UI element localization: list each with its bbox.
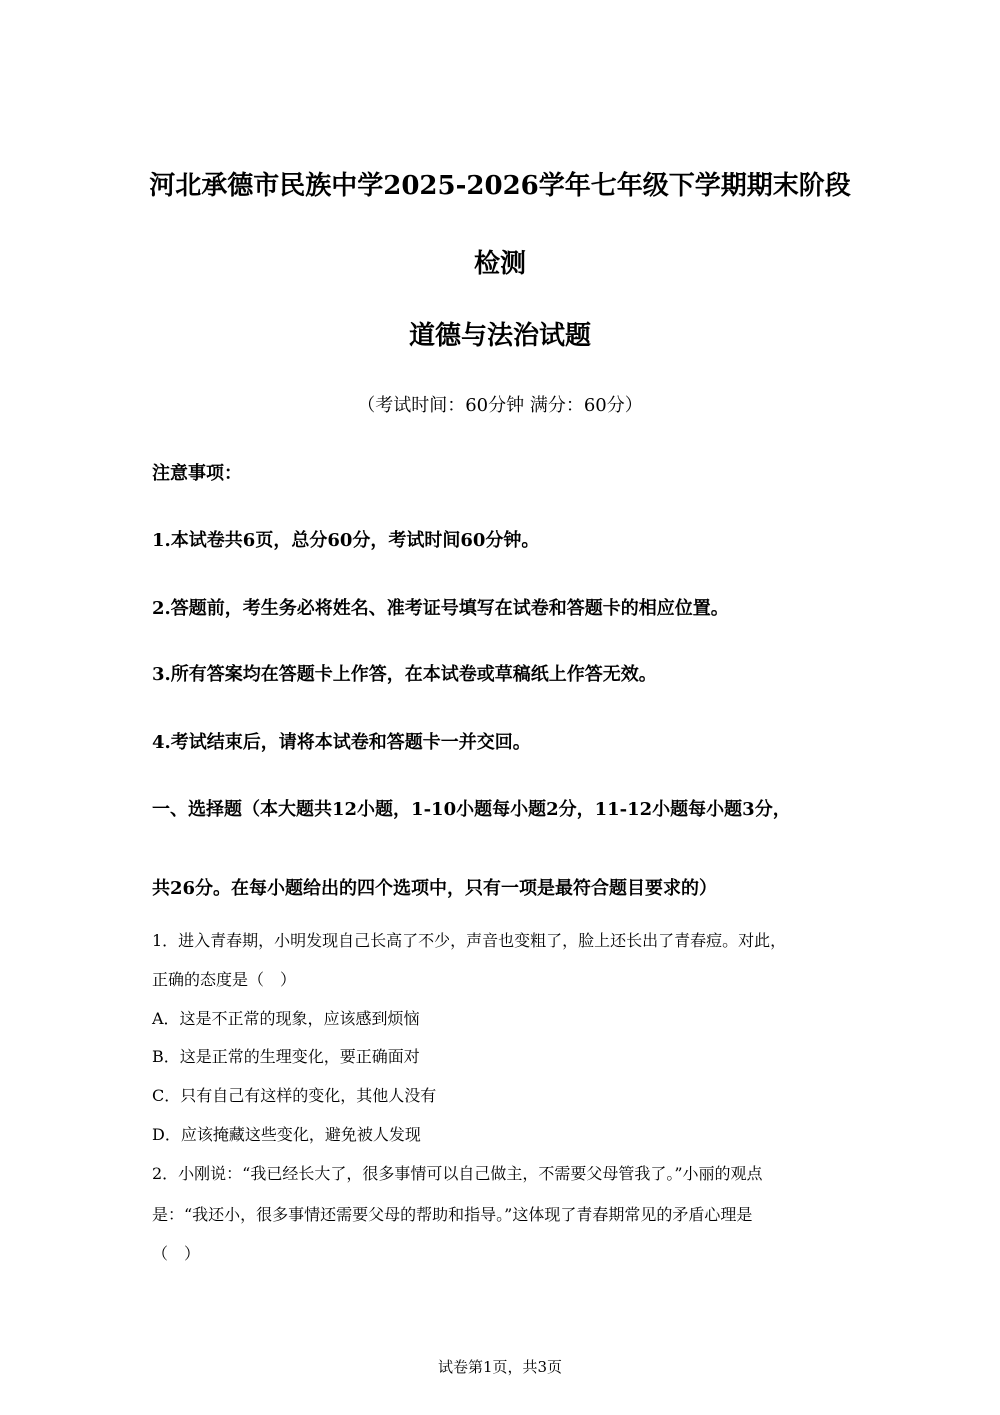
notice-item: 2.答题前，考生务必将姓名、准考证号填写在试卷和答题卡的相应位置。 (152, 598, 729, 619)
page-footer: 试卷第1页，共3页 (437, 1358, 563, 1376)
question-2-stem-line3: （ ） (152, 1244, 201, 1263)
question-1-stem-line2: 正确的态度是（ ） (152, 970, 297, 989)
notice-item: 3.所有答案均在答题卡上作答，在本试卷或草稿纸上作答无效。 (152, 664, 657, 685)
notice-item: 4.考试结束后，请将本试卷和答题卡一并交回。 (152, 732, 531, 753)
question-1-stem-line1: 1．进入青春期，小明发现自己长高了不少，声音也变粗了，脸上还长出了青春痘。对此， (152, 931, 787, 950)
question-2-stem-line1: 2．小刚说：“我已经长大了，很多事情可以自己做主，不需要父母管我了。”小丽的观点 (152, 1164, 763, 1183)
question-1-option-a: A．这是不正常的现象，应该感到烦恼 (152, 1009, 420, 1028)
exam-title-line1: 河北承德市民族中学2025-2026学年七年级下学期期末阶段 (149, 171, 851, 201)
question-1-option-d: D．应该掩藏这些变化，避免被人发现 (152, 1125, 421, 1144)
question-1-option-b: B．这是正常的生理变化，要正确面对 (152, 1047, 420, 1066)
exam-info: （考试时间：60分钟 满分：60分） (357, 395, 643, 416)
question-1-option-c: C．只有自己有这样的变化，其他人没有 (152, 1086, 437, 1105)
section-heading-line1: 一、选择题（本大题共12小题，1-10小题每小题2分，11-12小题每小题3分， (152, 799, 791, 820)
section-heading-line2: 共26分。在每小题给出的四个选项中，只有一项是最符合题目要求的） (152, 878, 718, 899)
question-2-stem-line2: 是：“我还小，很多事情还需要父母的帮助和指导。”这体现了青春期常见的矛盾心理是 (152, 1205, 753, 1224)
notice-item: 1.本试卷共6页，总分60分，考试时间60分钟。 (152, 530, 540, 551)
notice-heading: 注意事项： (152, 463, 242, 484)
exam-title-line2: 检测 (473, 249, 526, 279)
subject-title: 道德与法治试题 (408, 321, 591, 351)
